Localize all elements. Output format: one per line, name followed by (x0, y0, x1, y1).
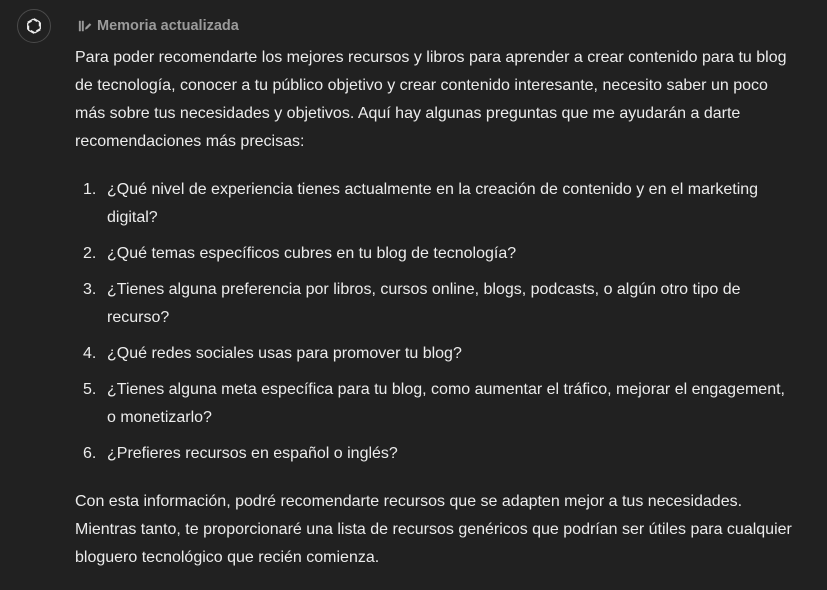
question-item (75, 340, 795, 368)
question-item (75, 176, 795, 232)
question-number: 3. (83, 281, 97, 298)
memory-edit-icon (78, 19, 92, 33)
assistant-message (75, 44, 795, 572)
question-number: 6. (83, 445, 97, 462)
question-number: 5. (83, 381, 97, 398)
openai-logo-icon (24, 16, 44, 36)
question-item (75, 440, 795, 468)
question-text: ¿Tienes alguna meta específica para tu blog, como aumentar el tráfico, mejorar el engagement, o monetizarlo? (107, 381, 785, 426)
question-text: ¿Qué temas específicos cubres en tu blog de tecnología? (107, 245, 517, 262)
question-number: 4. (83, 345, 97, 362)
question-text: ¿Prefieres recursos en español o inglés? (107, 445, 398, 462)
question-list (75, 176, 795, 468)
message-intro-paragraph: Para poder recomendarte los mejores recursos y libros para aprender a crear contenido para tu blog de tecnología, conocer a tu público objetivo y crear contenido interesante, necesito saber un poco más sobre tus necesidades y objetivos. Aquí hay algunas preguntas que me ayudarán a darte recomendaciones más precisas: (75, 49, 787, 150)
question-number: 2. (83, 245, 97, 262)
question-text: ¿Qué nivel de experiencia tienes actualmente en la creación de contenido y en el marketing digital? (107, 181, 759, 226)
message-outro-paragraph: Con esta información, podré recomendarte recursos que se adapten mejor a tus necesidades. Mientras tanto, te proporcionaré una lista de recursos genéricos que podrían ser útiles para cualquier bloguero tecnológico que recién comienza. (75, 493, 792, 566)
question-item (75, 240, 795, 268)
question-number: 1. (83, 181, 97, 198)
memory-updated-indicator[interactable] (78, 16, 239, 36)
question-item (75, 276, 795, 332)
assistant-avatar (17, 9, 51, 43)
question-item (75, 376, 795, 432)
question-text: ¿Tienes alguna preferencia por libros, cursos online, blogs, podcasts, o algún otro tipo de recurso? (107, 281, 741, 326)
memory-updated-label: Memoria actualizada (97, 18, 239, 34)
question-text: ¿Qué redes sociales usas para promover tu blog? (107, 345, 462, 362)
